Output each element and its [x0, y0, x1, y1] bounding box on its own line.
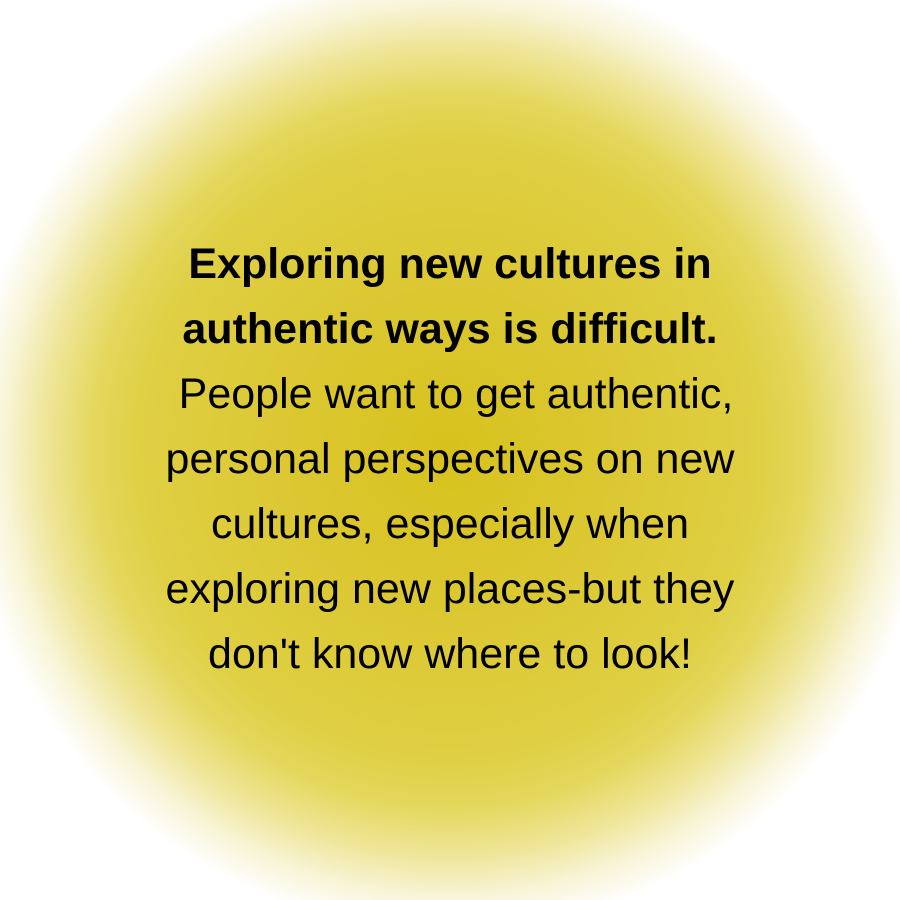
body-line-5: don't know where to look! [208, 630, 692, 678]
body-line-4: exploring new places-but they [165, 565, 735, 613]
body-line-1: People want to get authentic, [166, 370, 734, 418]
body-line-2: personal perspectives on new [165, 435, 735, 483]
problem-statement [0, 232, 900, 687]
headline-line-2: authentic ways is difficult. [182, 305, 718, 353]
headline-line-1: Exploring new cultures in [188, 240, 712, 288]
body-line-3: cultures, especially when [210, 500, 690, 548]
